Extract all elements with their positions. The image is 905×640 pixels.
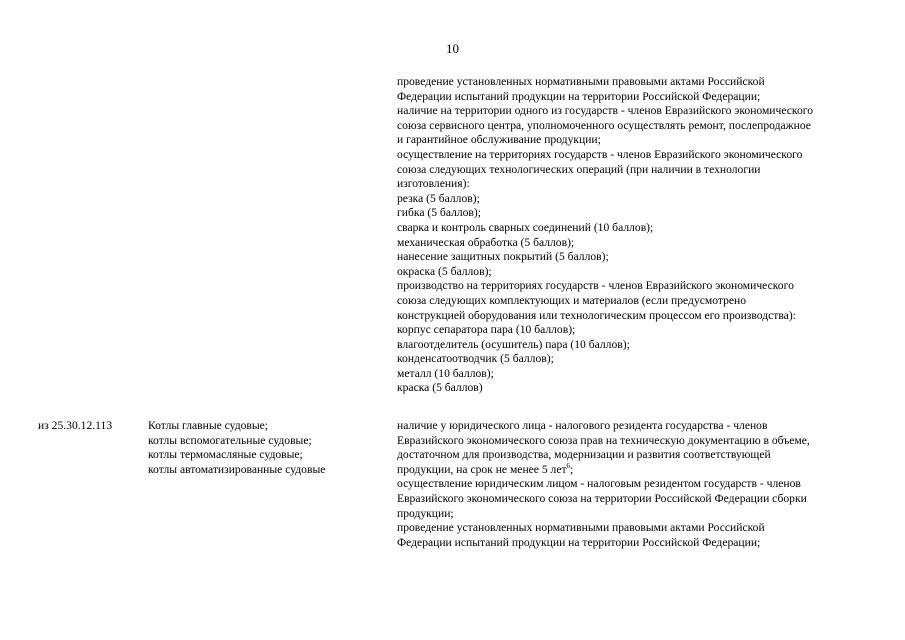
criteria-line: Федерации испытаний продукции на территории Российской Федерации; [397, 89, 761, 103]
criteria-line: осуществление на территориях государств - членов Евразийского экономического [397, 147, 803, 161]
criteria-line: продукции; [397, 506, 454, 520]
criteria-line: союза следующих комплектующих и материалов (если предусмотрено [397, 293, 747, 307]
criteria-line: гибка (5 баллов); [397, 206, 481, 220]
criteria-line: наличие на территории одного из государств - членов Евразийского экономического [397, 104, 814, 118]
criteria-line: Евразийского экономического союза прав на техническую документацию в объеме, [397, 433, 810, 447]
criteria-block [397, 419, 877, 550]
criteria-line: союза следующих технологических операций (при наличии в технологии [397, 162, 761, 176]
criteria-line-text: продукции, на срок не менее 5 лет [397, 462, 567, 476]
criteria-line: проведение установленных нормативными правовыми актами Российской [397, 521, 765, 535]
product-line: котлы вспомогательные судовые; [148, 433, 312, 447]
criteria-line: конденсатоотводчик (5 баллов); [397, 352, 554, 366]
criteria-line: резка (5 баллов); [397, 191, 480, 205]
criteria-line: наличие у юридического лица - налогового резидента государства - членов [397, 419, 768, 432]
criteria-block-continued [397, 75, 877, 396]
criteria-line: сварка и контроль сварных соединений (10 баллов); [397, 220, 654, 234]
criteria-line: Федерации испытаний продукции на территории Российской Федерации; [397, 535, 761, 549]
okpd-code: из 25.30.12.113 [38, 419, 113, 432]
criteria-line: нанесение защитных покрытий (5 баллов); [397, 250, 609, 264]
criteria-line: союза сервисного центра, уполномоченного осуществлять ремонт, послепродажное [397, 118, 811, 132]
criteria-line: и гарантийное обслуживание продукции; [397, 133, 601, 147]
product-line: котлы термомасляные судовые; [148, 448, 303, 462]
criteria-line: конструкцией оборудования или технологическим процессом его производства): [397, 308, 796, 322]
criteria-line: проведение установленных нормативными правовыми актами Российской [397, 75, 765, 88]
product-line: котлы автоматизированные судовые [148, 462, 326, 476]
criteria-line: производство на территориях государств - членов Евразийского экономического [397, 279, 794, 293]
criteria-line: корпус сепаратора пара (10 баллов); [397, 323, 576, 337]
footnote-marker: 6 [566, 461, 571, 470]
criteria-line: достаточном для производства, модернизации и развития соответствующей [397, 448, 771, 462]
criteria-line: Евразийского экономического союза на территории Российской Федерации сборки [397, 491, 807, 505]
criteria-line: изготовления): [397, 177, 470, 191]
criteria-line: окраска (5 баллов); [397, 264, 492, 278]
criteria-line: краска (5 баллов) [397, 381, 483, 395]
criteria-line-end: ; [570, 462, 574, 476]
criteria-line: влагоотделитель (осушитель) пара (10 баллов); [397, 337, 630, 351]
criteria-line: механическая обработка (5 баллов); [397, 235, 575, 249]
criteria-line-with-footnote [397, 463, 877, 478]
product-line: Котлы главные судовые; [148, 419, 269, 432]
product-names [148, 419, 388, 477]
page-number: 10 [446, 41, 459, 56]
criteria-line: осуществление юридическим лицом - налоговым резидентом государств - членов [397, 477, 801, 491]
criteria-line: металл (10 баллов); [397, 366, 494, 380]
